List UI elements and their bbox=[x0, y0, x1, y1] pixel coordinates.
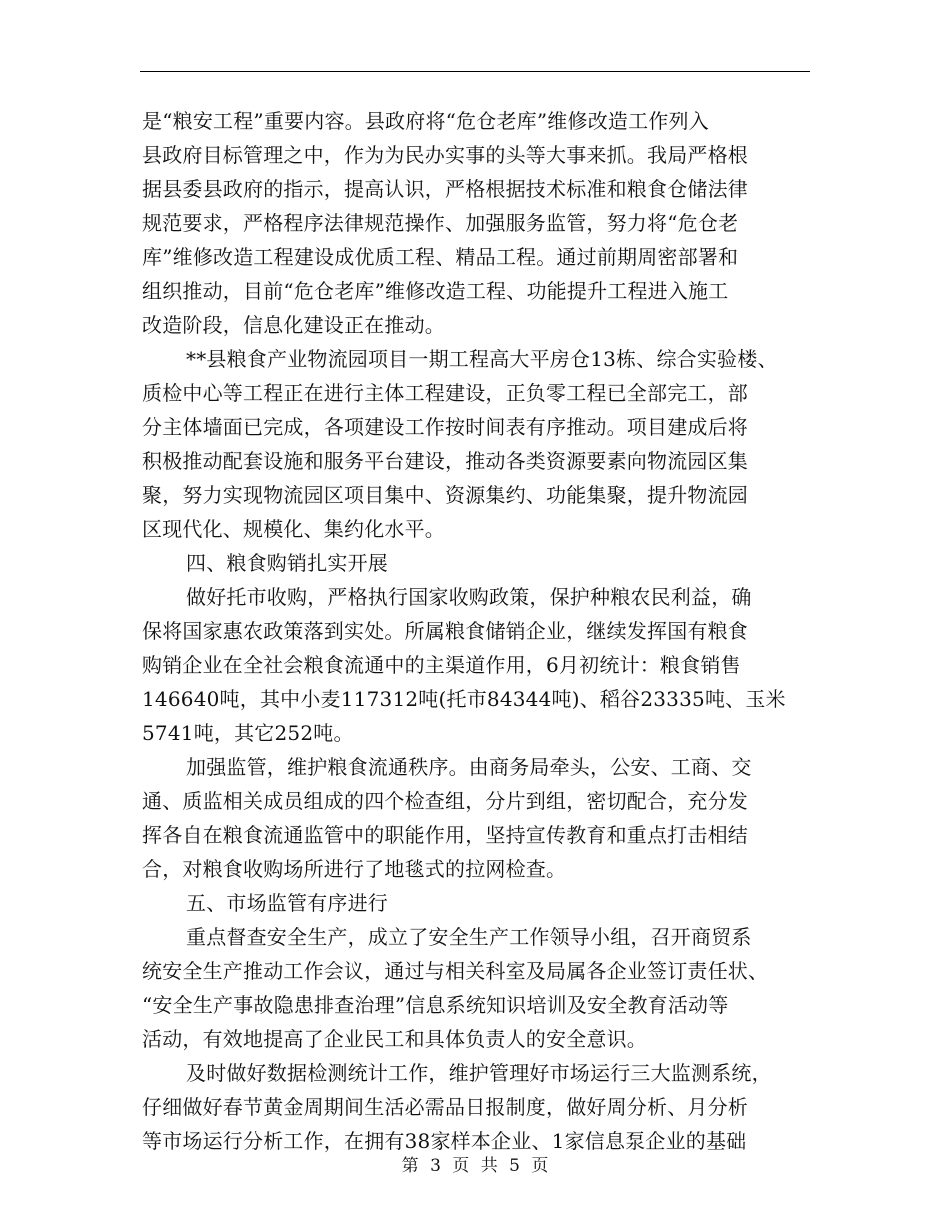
text-line: 购销企业在全社会粮食流通中的主渠道作用，6月初统计：粮食销售 bbox=[142, 653, 741, 677]
text-line: 5741吨，其它252吨。 bbox=[142, 721, 354, 745]
text-line: 库”维修改造工程建设成优质工程、精品工程。通过前期周密部署和 bbox=[142, 245, 739, 269]
paragraph-first-line: 重点督查安全生产，成立了安全生产工作领导小组，召开商贸系 bbox=[186, 925, 752, 949]
paragraph-first-line: 做好托市收购，严格执行国家收购政策，保护种粮农民利益，确 bbox=[186, 585, 752, 609]
paragraph-first-line: **县粮食产业物流园项目一期工程高大平房仓13栋、综合实验楼、 bbox=[186, 347, 778, 371]
paragraph-first-line: 及时做好数据检测统计工作，维护管理好市场运行三大监测系统， bbox=[186, 1061, 772, 1085]
text-line: 146640吨，其中小麦117312吨(托市84344吨)、稻谷23335吨、玉米 bbox=[142, 687, 786, 711]
text-line: 组织推动，目前“危仓老库”维修改造工程、功能提升工程进入施工 bbox=[142, 279, 729, 303]
section-heading: 四、粮食购销扎实开展 bbox=[186, 551, 388, 575]
text-line: 通、质监相关成员组成的四个检查组，分片到组，密切配合，充分发 bbox=[142, 789, 748, 813]
text-line: 活动，有效地提高了企业民工和具体负责人的安全意识。 bbox=[142, 1027, 647, 1051]
page-number-footer: 第 3 页 共 5 页 bbox=[401, 1156, 549, 1176]
text-line: 等市场运行分析工作，在拥有38家样本企业、1家信息泵企业的基础 bbox=[142, 1129, 747, 1153]
text-line: 县政府目标管理之中，作为为民办实事的头等大事来抓。我局严格根 bbox=[142, 143, 748, 167]
text-line: 改造阶段，信息化建设正在推动。 bbox=[142, 313, 445, 337]
text-line: 据县委县政府的指示，提高认识，严格根据技术标准和粮食仓储法律 bbox=[142, 177, 748, 201]
document-body bbox=[142, 104, 822, 1158]
paragraph-first-line: 加强监管，维护粮食流通秩序。由商务局牵头，公安、工商、交 bbox=[186, 755, 752, 779]
text-line: 统安全生产推动工作会议，通过与相关科室及局属各企业签订责任状、 bbox=[142, 959, 769, 983]
text-line: 仔细做好春节黄金周期间生活必需品日报制度，做好周分析、月分析 bbox=[142, 1095, 748, 1119]
text-line: “安全生产事故隐患排查治理”信息系统知识培训及安全教育活动等 bbox=[142, 993, 729, 1017]
text-line: 保将国家惠农政策落到实处。所属粮食储销企业，继续发挥国有粮食 bbox=[142, 619, 748, 643]
text-line: 区现代化、规模化、集约化水平。 bbox=[142, 517, 445, 541]
text-line: 规范要求，严格程序法律规范操作、加强服务监管，努力将“危仓老 bbox=[142, 211, 739, 235]
text-line: 合，对粮食收购场所进行了地毯式的拉网检查。 bbox=[142, 857, 567, 881]
text-line: 质检中心等工程正在进行主体工程建设，正负零工程已全部完工，部 bbox=[142, 381, 748, 405]
text-line: 聚，努力实现物流园区项目集中、资源集约、功能集聚，提升物流园 bbox=[142, 483, 748, 507]
text-line: 积极推动配套设施和服务平台建设，推动各类资源要素向物流园区集 bbox=[142, 449, 748, 473]
header-rule bbox=[140, 71, 810, 72]
section-heading: 五、市场监管有序进行 bbox=[186, 891, 388, 915]
text-line: 是“粮安工程”重要内容。县政府将“危仓老库”维修改造工作列入 bbox=[142, 109, 709, 133]
text-line: 挥各自在粮食流通监管中的职能作用，坚持宣传教育和重点打击相结 bbox=[142, 823, 748, 847]
text-line: 分主体墙面已完成，各项建设工作按时间表有序推动。项目建成后将 bbox=[142, 415, 748, 439]
